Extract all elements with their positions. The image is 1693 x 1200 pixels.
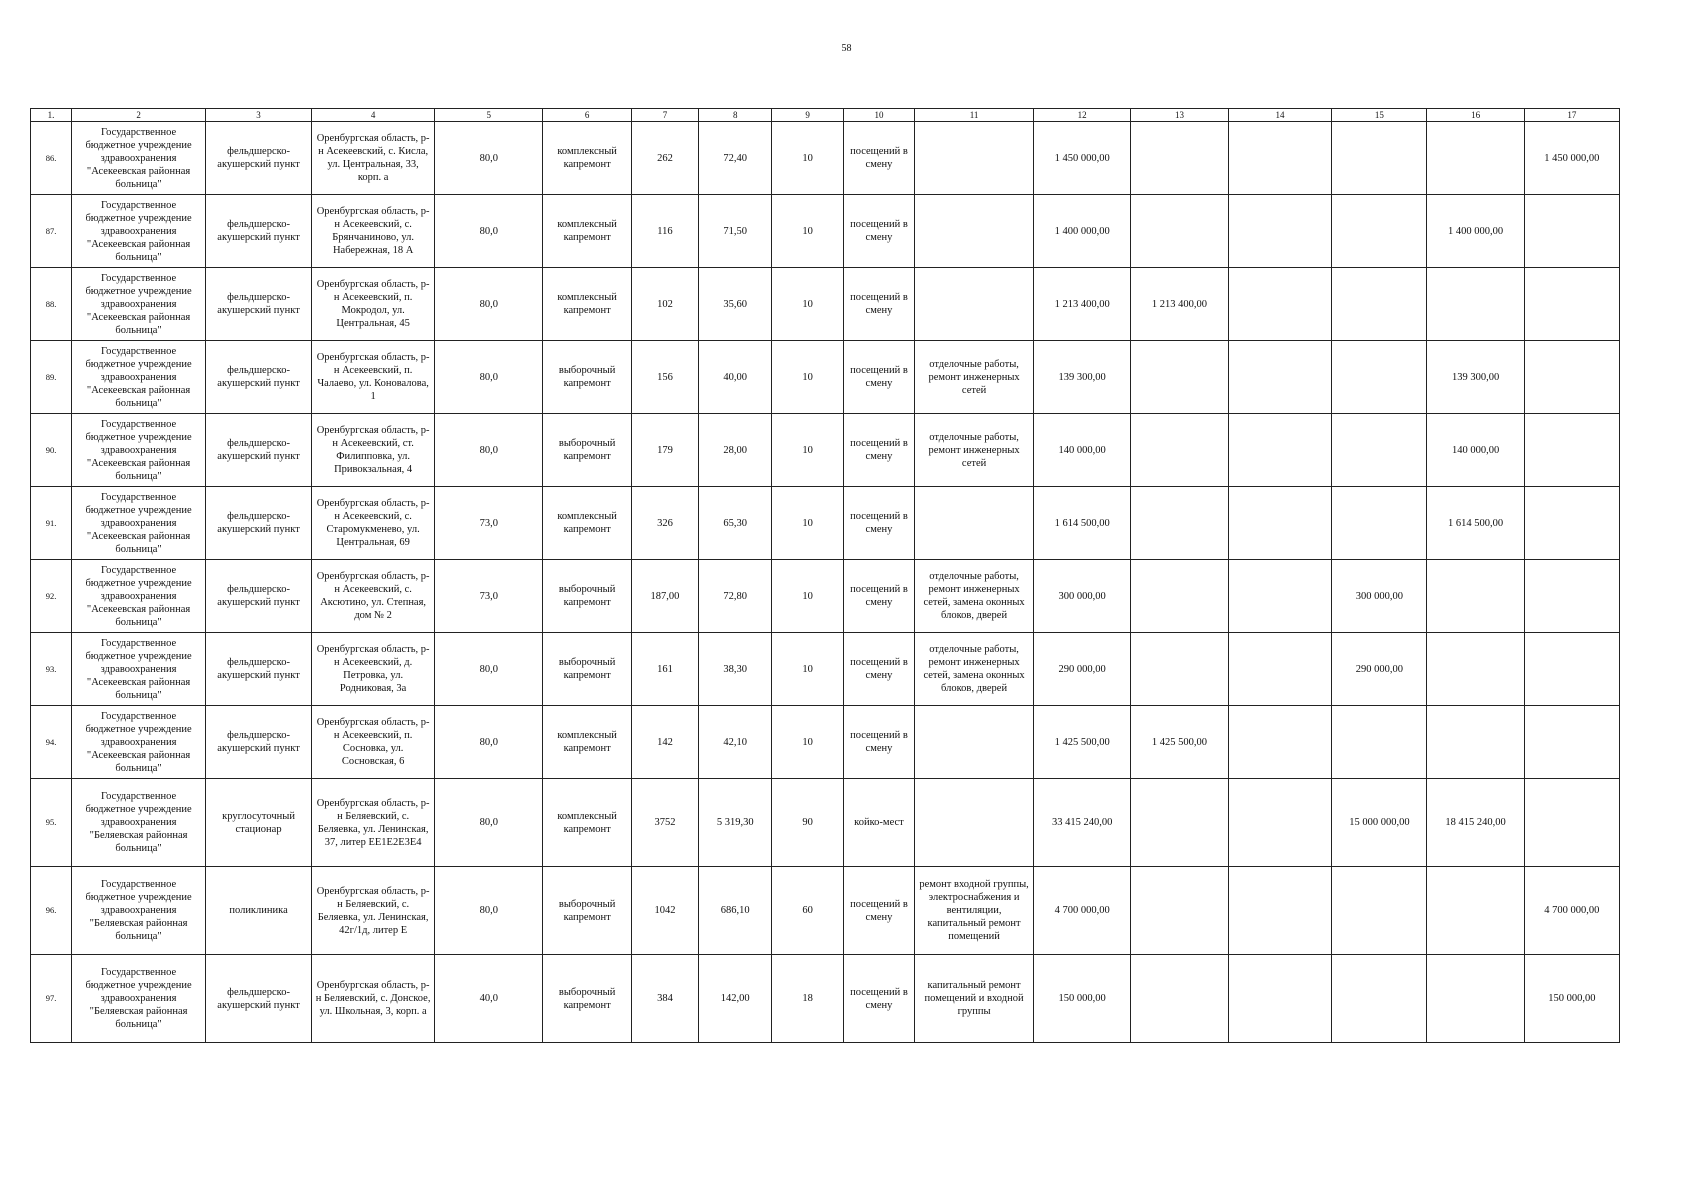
- facility-address: Оренбургская область, р-н Асекеевский, п. Мокродол, ул. Центральная, 45: [312, 268, 435, 341]
- cost-col-17: [1524, 341, 1619, 414]
- row-number: 87.: [31, 195, 72, 268]
- area-value: 35,60: [698, 268, 772, 341]
- value-col-7: 102: [631, 268, 698, 341]
- total-cost: 300 000,00: [1034, 560, 1131, 633]
- total-cost: 290 000,00: [1034, 633, 1131, 706]
- cost-col-14: [1228, 487, 1332, 560]
- cost-col-16: 1 614 500,00: [1427, 487, 1524, 560]
- cost-col-14: [1228, 341, 1332, 414]
- repair-type: комплексный капремонт: [543, 779, 632, 867]
- cost-col-16: 139 300,00: [1427, 341, 1524, 414]
- table-row: [31, 341, 1620, 414]
- total-cost: 1 614 500,00: [1034, 487, 1131, 560]
- cost-col-15: [1332, 955, 1427, 1043]
- repair-type: выборочный капремонт: [543, 867, 632, 955]
- works-description: капитальный ремонт помещений и входной группы: [915, 955, 1034, 1043]
- institution-name: Государственное бюджетное учреждение здравоохранения "Асекеевская районная больница": [72, 560, 206, 633]
- repair-type: выборочный капремонт: [543, 955, 632, 1043]
- total-cost: 1 213 400,00: [1034, 268, 1131, 341]
- capacity-unit: посещений в смену: [843, 414, 914, 487]
- cost-col-17: [1524, 487, 1619, 560]
- value-col-7: 262: [631, 122, 698, 195]
- cost-col-14: [1228, 122, 1332, 195]
- facility-address: Оренбургская область, р- н Асекеевский, с. Аксютино, ул. Степная, дом № 2: [312, 560, 435, 633]
- wear-percent: 80,0: [435, 122, 543, 195]
- facility-address: Оренбургская область, р-н Асекеевский, ст. Филипповка, ул. Привокзальная, 4: [312, 414, 435, 487]
- value-col-7: 187,00: [631, 560, 698, 633]
- column-header: 16: [1427, 109, 1524, 122]
- cost-col-13: [1131, 779, 1228, 867]
- facility-type: фельдшерско-акушерский пункт: [206, 487, 312, 560]
- capacity-unit: посещений в смену: [843, 195, 914, 268]
- value-col-7: 1042: [631, 867, 698, 955]
- row-number: 95.: [31, 779, 72, 867]
- wear-percent: 80,0: [435, 195, 543, 268]
- column-header: 14: [1228, 109, 1332, 122]
- wear-percent: 80,0: [435, 633, 543, 706]
- institution-name: Государственное бюджетное учреждение здравоохранения "Асекеевская районная больница": [72, 633, 206, 706]
- row-number: 97.: [31, 955, 72, 1043]
- capacity-value: 10: [772, 341, 843, 414]
- cost-col-13: [1131, 487, 1228, 560]
- row-number: 92.: [31, 560, 72, 633]
- facility-type: поликлиника: [206, 867, 312, 955]
- column-number-header-row: [31, 109, 1620, 122]
- total-cost: 33 415 240,00: [1034, 779, 1131, 867]
- row-number: 96.: [31, 867, 72, 955]
- page-number: 58: [841, 43, 852, 54]
- capacity-value: 10: [772, 560, 843, 633]
- value-col-7: 142: [631, 706, 698, 779]
- works-description: отделочные работы, ремонт инженерных сетей: [915, 341, 1034, 414]
- value-col-7: 161: [631, 633, 698, 706]
- cost-col-14: [1228, 955, 1332, 1043]
- cost-col-17: 1 450 000,00: [1524, 122, 1619, 195]
- cost-col-15: [1332, 414, 1427, 487]
- facility-address: Оренбургская область, р-н Асекеевский, п. Сосновка, ул. Сосновская, 6: [312, 706, 435, 779]
- works-description: [915, 195, 1034, 268]
- value-col-7: 156: [631, 341, 698, 414]
- facility-repair-table: [30, 108, 1620, 1043]
- institution-name: Государственное бюджетное учреждение здравоохранения "Асекеевская районная больница": [72, 414, 206, 487]
- area-value: 71,50: [698, 195, 772, 268]
- table-row: [31, 633, 1620, 706]
- value-col-7: 3752: [631, 779, 698, 867]
- capacity-value: 10: [772, 414, 843, 487]
- institution-name: Государственное бюджетное учреждение здравоохранения "Асекеевская районная больница": [72, 195, 206, 268]
- facility-type: фельдшерско-акушерский пункт: [206, 268, 312, 341]
- cost-col-14: [1228, 268, 1332, 341]
- area-value: 5 319,30: [698, 779, 772, 867]
- institution-name: Государственное бюджетное учреждение здравоохранения "Беляевская районная больница": [72, 779, 206, 867]
- capacity-value: 10: [772, 633, 843, 706]
- table-row: [31, 867, 1620, 955]
- cost-col-17: 150 000,00: [1524, 955, 1619, 1043]
- wear-percent: 80,0: [435, 268, 543, 341]
- cost-col-15: [1332, 487, 1427, 560]
- wear-percent: 80,0: [435, 867, 543, 955]
- repair-type: комплексный капремонт: [543, 195, 632, 268]
- institution-name: Государственное бюджетное учреждение здравоохранения "Беляевская районная больница": [72, 867, 206, 955]
- column-header: 6: [543, 109, 632, 122]
- capacity-unit: посещений в смену: [843, 955, 914, 1043]
- cost-col-16: 18 415 240,00: [1427, 779, 1524, 867]
- wear-percent: 73,0: [435, 487, 543, 560]
- repair-type: комплексный капремонт: [543, 487, 632, 560]
- cost-col-13: [1131, 955, 1228, 1043]
- cost-col-14: [1228, 779, 1332, 867]
- cost-col-13: [1131, 341, 1228, 414]
- cost-col-13: [1131, 867, 1228, 955]
- column-header: 15: [1332, 109, 1427, 122]
- facility-type: фельдшерско-акушерский пункт: [206, 706, 312, 779]
- institution-name: Государственное бюджетное учреждение здравоохранения "Асекеевская районная больница": [72, 122, 206, 195]
- cost-col-13: [1131, 560, 1228, 633]
- cost-col-16: [1427, 706, 1524, 779]
- table-body: [31, 122, 1620, 1043]
- cost-col-14: [1228, 195, 1332, 268]
- capacity-unit: посещений в смену: [843, 122, 914, 195]
- column-header: 4: [312, 109, 435, 122]
- wear-percent: 73,0: [435, 560, 543, 633]
- works-description: [915, 779, 1034, 867]
- area-value: 28,00: [698, 414, 772, 487]
- capacity-value: 18: [772, 955, 843, 1043]
- total-cost: 1 425 500,00: [1034, 706, 1131, 779]
- cost-col-13: 1 213 400,00: [1131, 268, 1228, 341]
- value-col-7: 326: [631, 487, 698, 560]
- column-header: 1.: [31, 109, 72, 122]
- capacity-value: 10: [772, 122, 843, 195]
- cost-col-14: [1228, 414, 1332, 487]
- works-description: отделочные работы, ремонт инженерных сетей: [915, 414, 1034, 487]
- institution-name: Государственное бюджетное учреждение здравоохранения "Асекеевская районная больница": [72, 487, 206, 560]
- cost-col-17: [1524, 414, 1619, 487]
- table-row: [31, 779, 1620, 867]
- table-row: [31, 487, 1620, 560]
- institution-name: Государственное бюджетное учреждение здравоохранения "Асекеевская районная больница": [72, 341, 206, 414]
- area-value: 72,40: [698, 122, 772, 195]
- value-col-7: 116: [631, 195, 698, 268]
- column-header: 8: [698, 109, 772, 122]
- row-number: 89.: [31, 341, 72, 414]
- capacity-value: 10: [772, 195, 843, 268]
- total-cost: 1 450 000,00: [1034, 122, 1131, 195]
- row-number: 86.: [31, 122, 72, 195]
- institution-name: Государственное бюджетное учреждение здравоохранения "Асекеевская районная больница": [72, 268, 206, 341]
- cost-col-17: [1524, 633, 1619, 706]
- cost-col-15: 15 000 000,00: [1332, 779, 1427, 867]
- wear-percent: 40,0: [435, 955, 543, 1043]
- column-header: 17: [1524, 109, 1619, 122]
- capacity-value: 10: [772, 268, 843, 341]
- column-header: 10: [843, 109, 914, 122]
- capacity-unit: посещений в смену: [843, 633, 914, 706]
- facility-type: фельдшерско-акушерский пункт: [206, 560, 312, 633]
- wear-percent: 80,0: [435, 341, 543, 414]
- row-number: 94.: [31, 706, 72, 779]
- wear-percent: 80,0: [435, 706, 543, 779]
- facility-address: Оренбургская область, р-н Асекеевский, п. Чалаево, ул. Коновалова, 1: [312, 341, 435, 414]
- cost-col-15: [1332, 195, 1427, 268]
- works-description: отделочные работы, ремонт инженерных сетей, замена оконных блоков, дверей: [915, 633, 1034, 706]
- cost-col-16: [1427, 633, 1524, 706]
- cost-col-16: [1427, 560, 1524, 633]
- repair-type: выборочный капремонт: [543, 560, 632, 633]
- cost-col-16: 140 000,00: [1427, 414, 1524, 487]
- cost-col-13: [1131, 633, 1228, 706]
- column-header: 9: [772, 109, 843, 122]
- facility-address: Оренбургская область, р-н Беляевский, с. Беляевка, ул. Ленинская, 42г/1д, литер Е: [312, 867, 435, 955]
- column-header: 13: [1131, 109, 1228, 122]
- repair-type: выборочный капремонт: [543, 633, 632, 706]
- repair-type: комплексный капремонт: [543, 706, 632, 779]
- area-value: 686,10: [698, 867, 772, 955]
- repair-type: комплексный капремонт: [543, 268, 632, 341]
- cost-col-17: [1524, 268, 1619, 341]
- facility-address: Оренбургская область, р-н Беляевский, с. Донское, ул. Школьная, 3, корп. а: [312, 955, 435, 1043]
- institution-name: Государственное бюджетное учреждение здравоохранения "Асекеевская районная больница": [72, 706, 206, 779]
- facility-address: Оренбургская область, р-н Асекеевский, с. Старомукменево, ул. Центральная, 69: [312, 487, 435, 560]
- repair-type: выборочный капремонт: [543, 341, 632, 414]
- area-value: 65,30: [698, 487, 772, 560]
- cost-col-17: [1524, 195, 1619, 268]
- cost-col-17: [1524, 560, 1619, 633]
- cost-col-16: [1427, 122, 1524, 195]
- capacity-unit: койко-мест: [843, 779, 914, 867]
- area-value: 42,10: [698, 706, 772, 779]
- cost-col-13: [1131, 195, 1228, 268]
- capacity-value: 10: [772, 487, 843, 560]
- cost-col-15: [1332, 341, 1427, 414]
- cost-col-15: 300 000,00: [1332, 560, 1427, 633]
- facility-type: круглосуточный стационар: [206, 779, 312, 867]
- works-description: ремонт входной группы, электроснабжения и вентиляции, капитальный ремонт помещений: [915, 867, 1034, 955]
- table-row: [31, 706, 1620, 779]
- wear-percent: 80,0: [435, 779, 543, 867]
- row-number: 88.: [31, 268, 72, 341]
- table-row: [31, 268, 1620, 341]
- capacity-unit: посещений в смену: [843, 867, 914, 955]
- wear-percent: 80,0: [435, 414, 543, 487]
- cost-col-16: [1427, 955, 1524, 1043]
- capacity-unit: посещений в смену: [843, 487, 914, 560]
- area-value: 72,80: [698, 560, 772, 633]
- facility-type: фельдшерско-акушерский пункт: [206, 341, 312, 414]
- works-description: отделочные работы, ремонт инженерных сетей, замена оконных блоков, дверей: [915, 560, 1034, 633]
- cost-col-16: [1427, 867, 1524, 955]
- capacity-unit: посещений в смену: [843, 341, 914, 414]
- value-col-7: 384: [631, 955, 698, 1043]
- capacity-unit: посещений в смену: [843, 268, 914, 341]
- capacity-value: 10: [772, 706, 843, 779]
- facility-address: Оренбургская область, р-н Асекеевский, с. Брянчаниново, ул. Набережная, 18 А: [312, 195, 435, 268]
- column-header: 3: [206, 109, 312, 122]
- repair-type: комплексный капремонт: [543, 122, 632, 195]
- table-row: [31, 955, 1620, 1043]
- total-cost: 150 000,00: [1034, 955, 1131, 1043]
- cost-col-13: [1131, 414, 1228, 487]
- repair-type: выборочный капремонт: [543, 414, 632, 487]
- cost-col-15: [1332, 706, 1427, 779]
- table-row: [31, 195, 1620, 268]
- total-cost: 140 000,00: [1034, 414, 1131, 487]
- column-header: 7: [631, 109, 698, 122]
- cost-col-16: [1427, 268, 1524, 341]
- facility-address: Оренбургская область, р-н Асекеевский, с. Кисла, ул. Центральная, 33, корп. а: [312, 122, 435, 195]
- capacity-value: 90: [772, 779, 843, 867]
- row-number: 90.: [31, 414, 72, 487]
- cost-col-15: 290 000,00: [1332, 633, 1427, 706]
- capacity-value: 60: [772, 867, 843, 955]
- facility-type: фельдшерско-акушерский пункт: [206, 122, 312, 195]
- column-header: 12: [1034, 109, 1131, 122]
- works-description: [915, 122, 1034, 195]
- column-header: 11: [915, 109, 1034, 122]
- row-number: 91.: [31, 487, 72, 560]
- row-number: 93.: [31, 633, 72, 706]
- column-header: 5: [435, 109, 543, 122]
- area-value: 142,00: [698, 955, 772, 1043]
- total-cost: 1 400 000,00: [1034, 195, 1131, 268]
- capacity-unit: посещений в смену: [843, 560, 914, 633]
- cost-col-14: [1228, 706, 1332, 779]
- cost-col-13: 1 425 500,00: [1131, 706, 1228, 779]
- capacity-unit: посещений в смену: [843, 706, 914, 779]
- area-value: 40,00: [698, 341, 772, 414]
- facility-type: фельдшерско-акушерский пункт: [206, 633, 312, 706]
- facility-type: фельдшерско-акушерский пункт: [206, 955, 312, 1043]
- table-row: [31, 560, 1620, 633]
- works-description: [915, 487, 1034, 560]
- works-description: [915, 706, 1034, 779]
- column-header: 2: [72, 109, 206, 122]
- facility-type: фельдшерско-акушерский пункт: [206, 195, 312, 268]
- total-cost: 4 700 000,00: [1034, 867, 1131, 955]
- cost-col-14: [1228, 560, 1332, 633]
- cost-col-15: [1332, 268, 1427, 341]
- cost-col-15: [1332, 867, 1427, 955]
- institution-name: Государственное бюджетное учреждение здравоохранения "Беляевская районная больница": [72, 955, 206, 1043]
- cost-col-17: [1524, 706, 1619, 779]
- cost-col-15: [1332, 122, 1427, 195]
- table-row: [31, 122, 1620, 195]
- total-cost: 139 300,00: [1034, 341, 1131, 414]
- cost-col-16: 1 400 000,00: [1427, 195, 1524, 268]
- cost-col-14: [1228, 867, 1332, 955]
- cost-col-17: [1524, 779, 1619, 867]
- works-description: [915, 268, 1034, 341]
- area-value: 38,30: [698, 633, 772, 706]
- value-col-7: 179: [631, 414, 698, 487]
- cost-col-17: 4 700 000,00: [1524, 867, 1619, 955]
- table-row: [31, 414, 1620, 487]
- facility-address: Оренбургская область, р-н Беляевский, с. Беляевка, ул. Ленинская, 37, литер ЕЕ1Е2Е3Е4: [312, 779, 435, 867]
- facility-address: Оренбургская область, р-н Асекеевский, д. Петровка, ул. Родниковая, 3а: [312, 633, 435, 706]
- cost-col-13: [1131, 122, 1228, 195]
- facility-type: фельдшерско-акушерский пункт: [206, 414, 312, 487]
- cost-col-14: [1228, 633, 1332, 706]
